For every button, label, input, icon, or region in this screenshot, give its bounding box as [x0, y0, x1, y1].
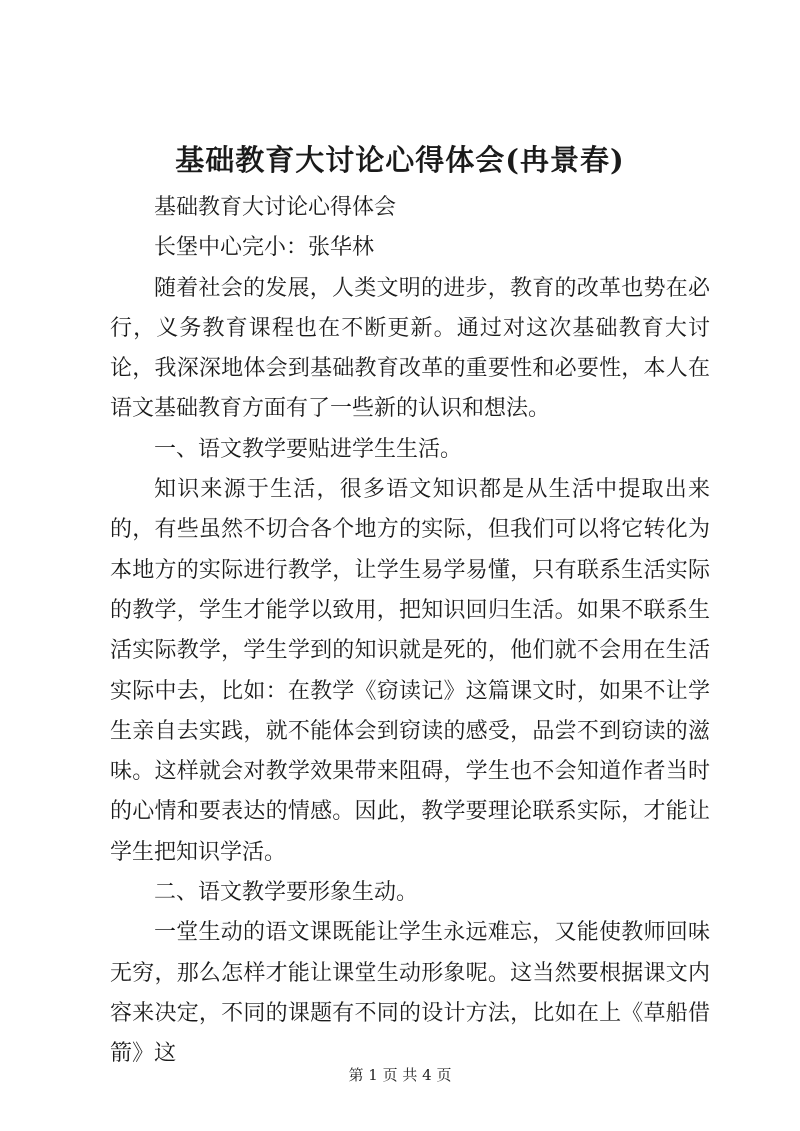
section-heading-1: 一、语文教学要贴进学生生活。	[154, 436, 463, 462]
subtitle-paragraph: 基础教育大讨论心得体会	[154, 195, 397, 220]
document-body	[110, 188, 710, 1075]
section-heading-2: 二、语文教学要形象生动。	[154, 880, 419, 906]
page-number-footer: 第 1 页 共 4 页	[348, 1066, 452, 1084]
author-paragraph: 长堡中心完小：张华林	[154, 235, 375, 261]
document-title: 基础教育大讨论心得体会(冉景春)	[175, 143, 625, 177]
section-1-paragraph: 知识来源于生活，很多语文知识都是从生活中提取出来的，有些虽然不切合各个地方的实际，但我们可以将它转化为本地方的实际进行教学，让学生易学易懂，只有联系生活实际的教学，学生才能学以致用，把知识回归生活。如果不联系生活实际教学，学生学到的知识就是死的，他们就不会用在生活实际中去，比如：在教学《窃读记》这篇课文时，如果不让学生亲自去实践，就不能体会到窃读的感受，品尝不到窃读的滋味。这样就会对教学效果带来阻碍，学生也不会知道作者当时的心情和要表达的情感。因此，教学要理论联系实际，才能让学生把知识学活。	[110, 477, 710, 865]
intro-paragraph: 随着社会的发展，人类文明的进步，教育的改革也势在必行，义务教育课程也在不断更新。通过对这次基础教育大讨论，我深深地体会到基础教育改革的重要性和必要性，本人在语文基础教育方面有了一些新的认识和想法。	[110, 275, 710, 422]
section-2-paragraph: 一堂生动的语文课既能让学生永远难忘，又能使教师回味无穷，那么怎样才能让课堂生动形象呢。这当然要根据课文内容来决定，不同的课题有不同的设计方法，比如在上《草船借箭》这	[110, 920, 710, 1067]
